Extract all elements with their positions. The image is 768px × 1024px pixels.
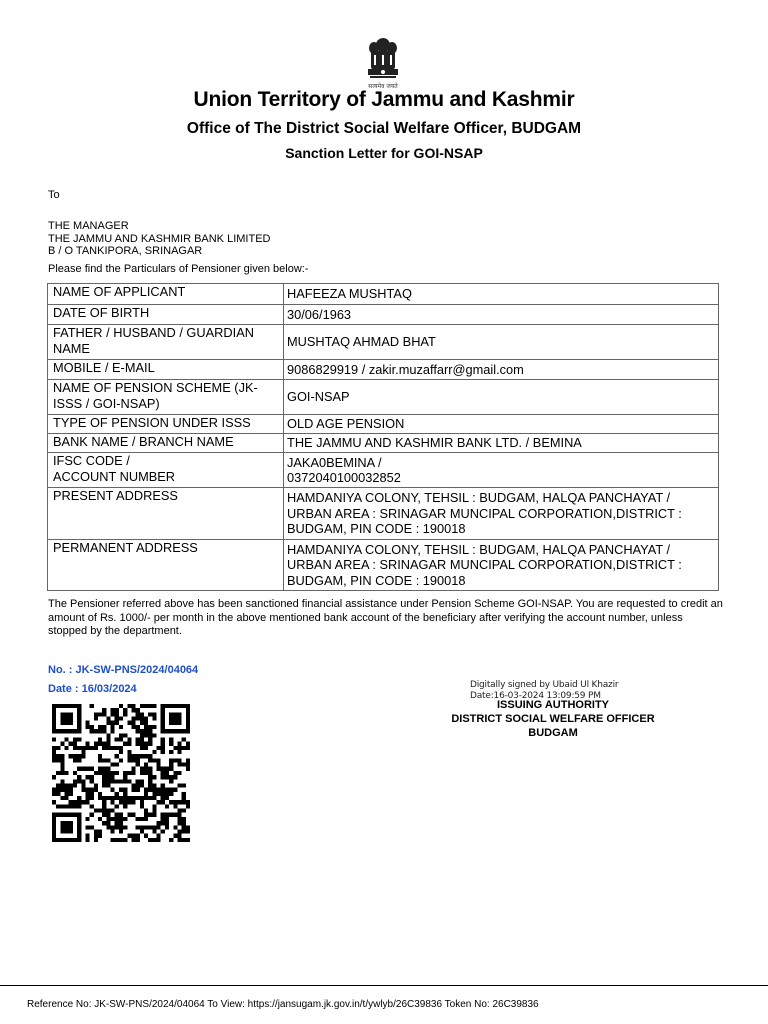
table-row <box>48 488 719 540</box>
footer-reference: Reference No: JK-SW-PNS/2024/04064 To View: https://jansugam.jk.gov.in/t/ywlyb/26C39836 Token No: 26C39836 <box>27 999 539 1010</box>
page-title: Union Territory of Jammu and Kashmir <box>193 88 575 111</box>
table-row <box>48 415 719 434</box>
pensioner-details-table <box>47 283 719 591</box>
table-row <box>48 453 719 488</box>
state-emblem-icon <box>362 36 404 94</box>
present-address-label: PRESENT ADDRESS <box>48 488 284 540</box>
qr-code-icon <box>52 704 190 842</box>
contact-label: MOBILE / E-MAIL <box>48 360 284 380</box>
table-row <box>48 305 719 325</box>
authority-line-1: ISSUING AUTHORITY <box>496 699 610 711</box>
account-number-value: 0372040100032852 <box>287 470 401 485</box>
permanent-address-value: HAMDANIYA COLONY, TEHSIL : BUDGAM, HALQA PANCHAYAT / URBAN AREA : SRINAGAR MUNCIPAL CORPORATION,DISTRICT : BUDGAM, PIN CODE : 190018 <box>284 540 719 591</box>
table-row <box>48 284 719 305</box>
signed-date: Date:16-03-2024 13:09:59 PM <box>470 690 601 701</box>
permanent-address-label: PERMANENT ADDRESS <box>48 540 284 591</box>
signed-by: Digitally signed by Ubaid Ul Khazir <box>470 680 619 690</box>
emblem-motto: सत्यमेव जयते <box>368 83 398 90</box>
name-value: HAFEEZA MUSHTAQ <box>284 284 719 305</box>
guardian-value: MUSHTAQ AHMAD BHAT <box>284 325 719 360</box>
type-label: TYPE OF PENSION UNDER ISSS <box>48 415 284 434</box>
scheme-label: NAME OF PENSION SCHEME (JK-ISSS / GOI-NSAP) <box>48 380 284 415</box>
type-value: OLD AGE PENSION <box>284 415 719 434</box>
intro-text: Please find the Particulars of Pensioner given below:- <box>48 263 309 275</box>
issuing-authority <box>400 698 706 740</box>
ifsc-label-line-1: IFSC CODE / <box>53 453 130 468</box>
table-row <box>48 434 719 453</box>
ifsc-label-line-2: ACCOUNT NUMBER <box>53 468 176 484</box>
guardian-label: FATHER / HUSBAND / GUARDIAN NAME <box>48 325 284 360</box>
ifsc-label <box>48 453 284 488</box>
bank-label: BANK NAME / BRANCH NAME <box>48 434 284 453</box>
authority-line-2: DISTRICT SOCIAL WELFARE OFFICER <box>451 713 655 725</box>
recipient-line-1: THE MANAGER <box>48 220 129 232</box>
to-label: To <box>48 189 60 201</box>
recipient-line-3: B / O TANKIPORA, SRINAGAR <box>48 245 203 257</box>
recipient-address <box>48 220 270 258</box>
dob-label: DATE OF BIRTH <box>48 305 284 325</box>
table-row <box>48 540 719 591</box>
ifsc-code-value: JAKA0BEMINA / <box>287 454 382 470</box>
authority-line-3: BUDGAM <box>528 727 578 739</box>
sanction-note: The Pensioner referred above has been sanctioned financial assistance under Pension Scheme GOI-NSAP. You are requested to credit an amount of Rs. 1000/- per month in the above mentioned bank account of the beneficiary after verifying the account number, unless stopped by the department. <box>48 598 723 637</box>
table-row <box>48 325 719 360</box>
ifsc-value <box>284 453 719 488</box>
scheme-value: GOI-NSAP <box>284 380 719 415</box>
table-row <box>48 360 719 380</box>
footer-divider <box>0 985 768 986</box>
bank-value: THE JAMMU AND KASHMIR BANK LTD. / BEMINA <box>284 434 719 453</box>
reference-date: Date : 16/03/2024 <box>48 683 137 695</box>
table-row <box>48 380 719 415</box>
letter-type: Sanction Letter for GOI-NSAP <box>285 145 483 161</box>
recipient-line-2: THE JAMMU AND KASHMIR BANK LIMITED <box>48 232 271 245</box>
dob-value: 30/06/1963 <box>284 305 719 325</box>
present-address-value: HAMDANIYA COLONY, TEHSIL : BUDGAM, HALQA PANCHAYAT / URBAN AREA : SRINAGAR MUNCIPAL CORPORATION,DISTRICT : BUDGAM, PIN CODE : 190018 <box>284 488 719 540</box>
office-name: Office of The District Social Welfare Officer, BUDGAM <box>186 120 582 137</box>
contact-value: 9086829919 / zakir.muzaffarr@gmail.com <box>284 360 719 380</box>
name-label: NAME OF APPLICANT <box>48 284 284 305</box>
reference-number: No. : JK-SW-PNS/2024/04064 <box>48 664 199 676</box>
